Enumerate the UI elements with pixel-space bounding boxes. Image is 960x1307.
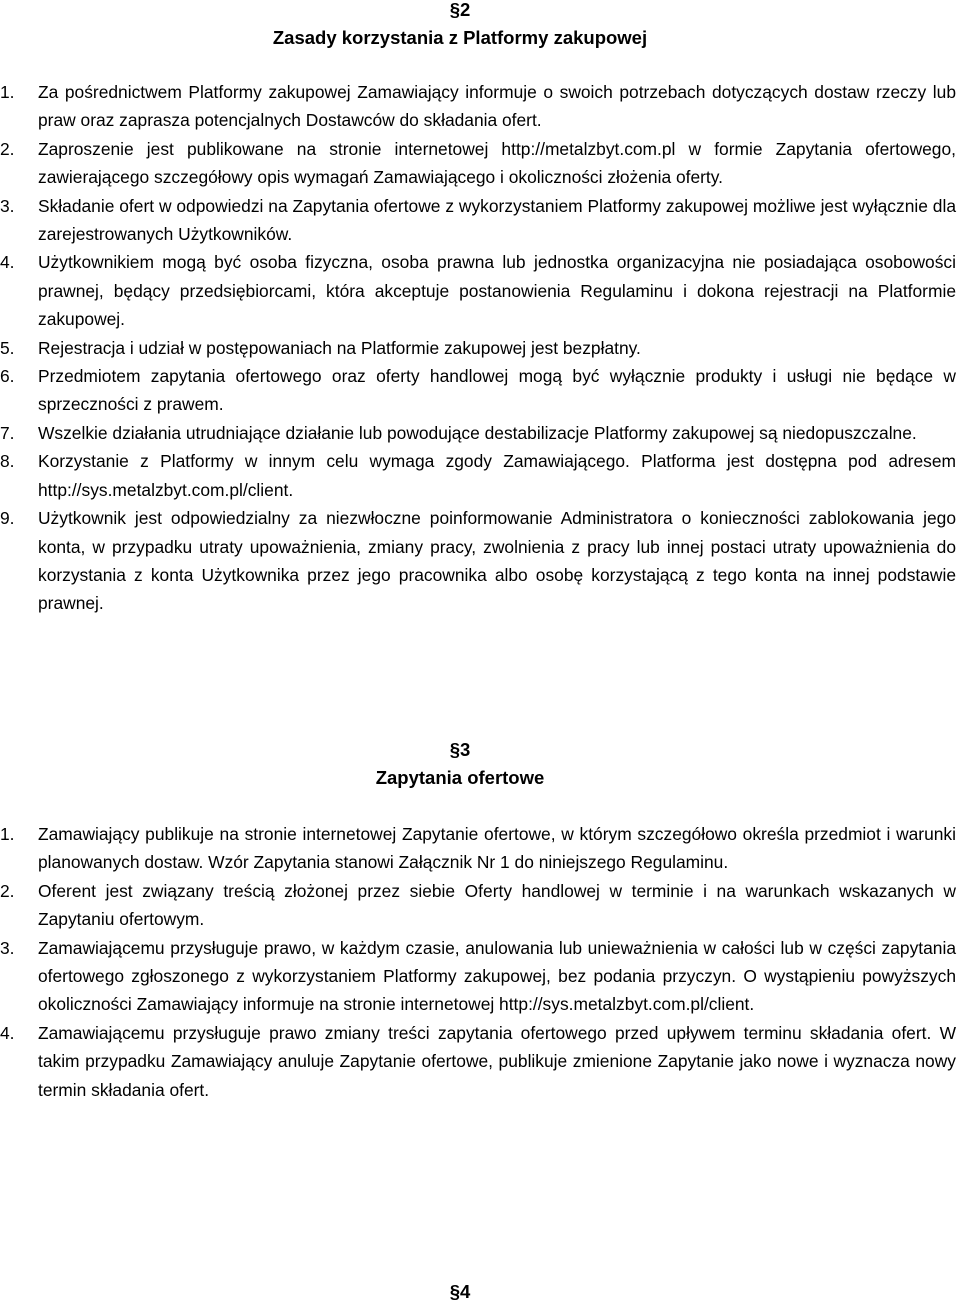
item-text: Składanie ofert w odpowiedzi na Zapytania ofertowe z wykorzystaniem Platformy zakupowej możliwe jest wyłącznie dla zarejestrowanych Użytkowników.: [38, 195, 956, 245]
list-item: [0, 334, 960, 362]
item-text: Przedmiotem zapytania ofertowego oraz oferty handlowej mogą być wyłącznie produkty i usługi nie będące w sprzeczności z prawem.: [38, 366, 956, 415]
section-4-heading: [0, 1278, 920, 1306]
item-text: Zamawiający publikuje na stronie internetowej Zapytanie ofertowe, w którym szczegółowo określa przedmiot i warunki planowanych dostaw. Wzór Zapytania stanowi Załącznik Nr 1 do niniejszego Regulaminu.: [38, 824, 956, 873]
list-item: [0, 419, 960, 447]
list-item: [0, 192, 960, 249]
item-number: 2.: [0, 880, 15, 901]
section-2-heading: [0, 0, 920, 52]
section-title: Zapytania ofertowe: [375, 767, 545, 788]
section-2-list: [0, 78, 960, 618]
item-text: Korzystanie z Platformy w innym celu wymaga zgody Zamawiającego. Platforma jest dostępna pod adresem http://sys.metalzbyt.com.pl/client.: [38, 451, 956, 500]
list-item: [0, 135, 960, 192]
list-item: [0, 504, 960, 618]
section-title: Zasady korzystania z Platformy zakupowej: [272, 27, 648, 48]
section-3-list: [0, 820, 960, 1104]
item-text: Rejestracja i udział w postępowaniach na Platformie zakupowej jest bezpłatny.: [38, 337, 641, 358]
item-number: 4.: [0, 252, 15, 273]
item-number: 9.: [0, 508, 15, 529]
item-number: 2.: [0, 138, 15, 159]
item-number: 3.: [0, 195, 15, 216]
item-number: 5.: [0, 337, 15, 358]
list-item: [0, 1019, 960, 1104]
item-number: 1.: [0, 824, 15, 844]
list-item: [0, 934, 960, 1019]
item-text: Wszelkie działania utrudniające działanie lub powodujące destabilizacje Platformy zakupowej są niedopuszczalne.: [38, 422, 917, 443]
item-number: 8.: [0, 451, 15, 472]
item-text: Za pośrednictwem Platformy zakupowej Zamawiający informuje o swoich potrzebach dotyczących dostaw rzeczy lub praw oraz zaprasza potencjalnych Dostawców do składania ofert.: [38, 82, 956, 131]
list-item: [0, 447, 960, 504]
list-item: [0, 877, 960, 934]
item-text: Zaproszenie jest publikowane na stronie internetowej http://metalzbyt.com.pl w formie Zapytania ofertowego, zawierającego szczegółowy opis wymagań Zamawiającego i okoliczności złożenia oferty.: [38, 138, 956, 188]
item-number: 3.: [0, 937, 15, 958]
item-number: 4.: [0, 1022, 15, 1043]
item-number: 6.: [0, 366, 15, 387]
section-3-heading: [0, 736, 920, 792]
list-item: [0, 78, 960, 135]
section-number: §2: [449, 0, 471, 20]
list-item: [0, 248, 960, 333]
list-item: [0, 820, 960, 877]
item-text: Użytkownikiem mogą być osoba fizyczna, osoba prawna lub jednostka organizacyjna nie posiadająca osobowości prawnej, będący przedsiębiorcami, która akceptuje postanowienia Regulaminu i dokona rejestracji na Platformie zakupowej.: [38, 252, 956, 330]
item-text: Zamawiającemu przysługuje prawo zmiany treści zapytania ofertowego przed upływem terminu składania ofert. W takim przypadku Zamawiający anuluje Zapytanie ofertowe, publikuje zmienione Zapytanie jako nowe i wyznacza nowy termin składania ofert.: [38, 1022, 956, 1100]
item-text: Oferent jest związany treścią złożonej przez siebie Oferty handlowej w terminie i na warunkach wskazanych w Zapytaniu ofertowym.: [38, 880, 956, 930]
item-number: 1.: [0, 82, 15, 102]
item-number: 7.: [0, 422, 15, 443]
item-text: Użytkownik jest odpowiedzialny za niezwłoczne poinformowanie Administratora o konieczności zablokowania jego konta, w przypadku utraty upoważnienia, zmiany pracy, zwolnienia z pracy lub innej postaci utraty upoważnienia do korzystania z konta Użytkownika przez jego pracownika albo osobę korzystającą z tego konta na innej podstawie prawnej.: [38, 508, 956, 614]
section-number: §4: [449, 1281, 471, 1302]
section-number: §3: [449, 739, 471, 760]
list-item: [0, 362, 960, 419]
item-text: Zamawiającemu przysługuje prawo, w każdym czasie, anulowania lub unieważnienia w całości lub w części zapytania ofertowego zgłoszonego z wykorzystaniem Platformy zakupowej, bez podania przyczyn. O wystąpieniu powyższych okoliczności Zamawiający informuje na stronie internetowej http://sys.metalzbyt.com.pl/client.: [38, 937, 956, 1015]
